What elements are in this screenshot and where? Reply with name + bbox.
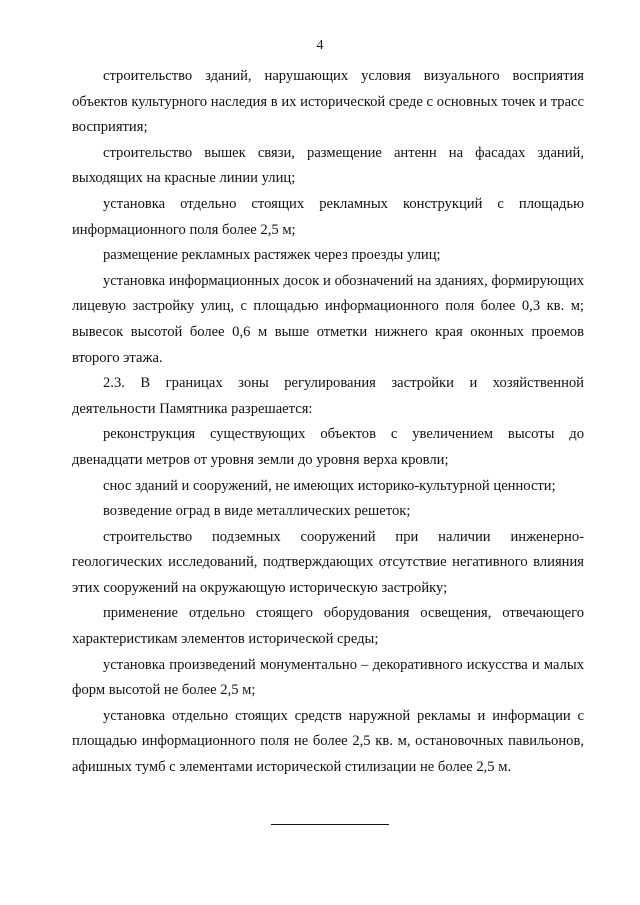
paragraph: применение отдельно стоящего оборудования освещения, отвечающего характеристикам элементов исторической среды; [72,605,584,648]
paragraph: установка информационных досок и обозначений на зданиях, формирующих лицевую застройку улиц, с площадью информационного поля более 0,3 кв. м; вывесок высотой более 0,6 м выше отметки нижнего края оконных проемов второго этажа. [72,272,584,366]
paragraph: установка отдельно стоящих рекламных конструкций с площадью информационного поля более 2,5 м; [72,195,584,238]
paragraph: размещение рекламных растяжек через проезды улиц; [103,247,441,264]
paragraph: возведение оград в виде металлических решеток; [103,503,411,520]
paragraph: реконструкция существующих объектов с увеличением высоты до двенадцати метров от уровня земли до уровня верха кровли; [72,426,584,468]
end-of-text-rule [271,824,389,825]
paragraph: строительство подземных сооружений при наличии инженерно-геологических исследований, подтверждающих отсутствие негативного влияния этих сооружений на окружающую историческую застройку; [72,528,584,596]
paragraph: строительство зданий, нарушающих условия визуального восприятия объектов культурного наследия в их исторической среде с основных точек и трасс восприятия; [72,68,584,136]
section-heading-paragraph: 2.3. В границах зоны регулирования застройки и хозяйственной деятельности Памятника разрешается: [72,375,584,417]
paragraph: установка отдельно стоящих средств наружной рекламы и информации с площадью информационного поля не более 2,5 кв. м, остановочных павильонов, афишных тумб с элементами исторической стилизации не более 2,5 м. [72,707,584,776]
page-number: 4 [316,38,324,53]
paragraph: снос зданий и сооружений, не имеющих историко-культурной ценности; [103,477,556,494]
document-body [72,64,584,781]
paragraph: установка произведений монументально – декоративного искусства и малых форм высотой не более 2,5 м; [72,656,584,699]
paragraph: строительство вышек связи, размещение антенн на фасадах зданий, выходящих на красные линии улиц; [72,144,584,187]
